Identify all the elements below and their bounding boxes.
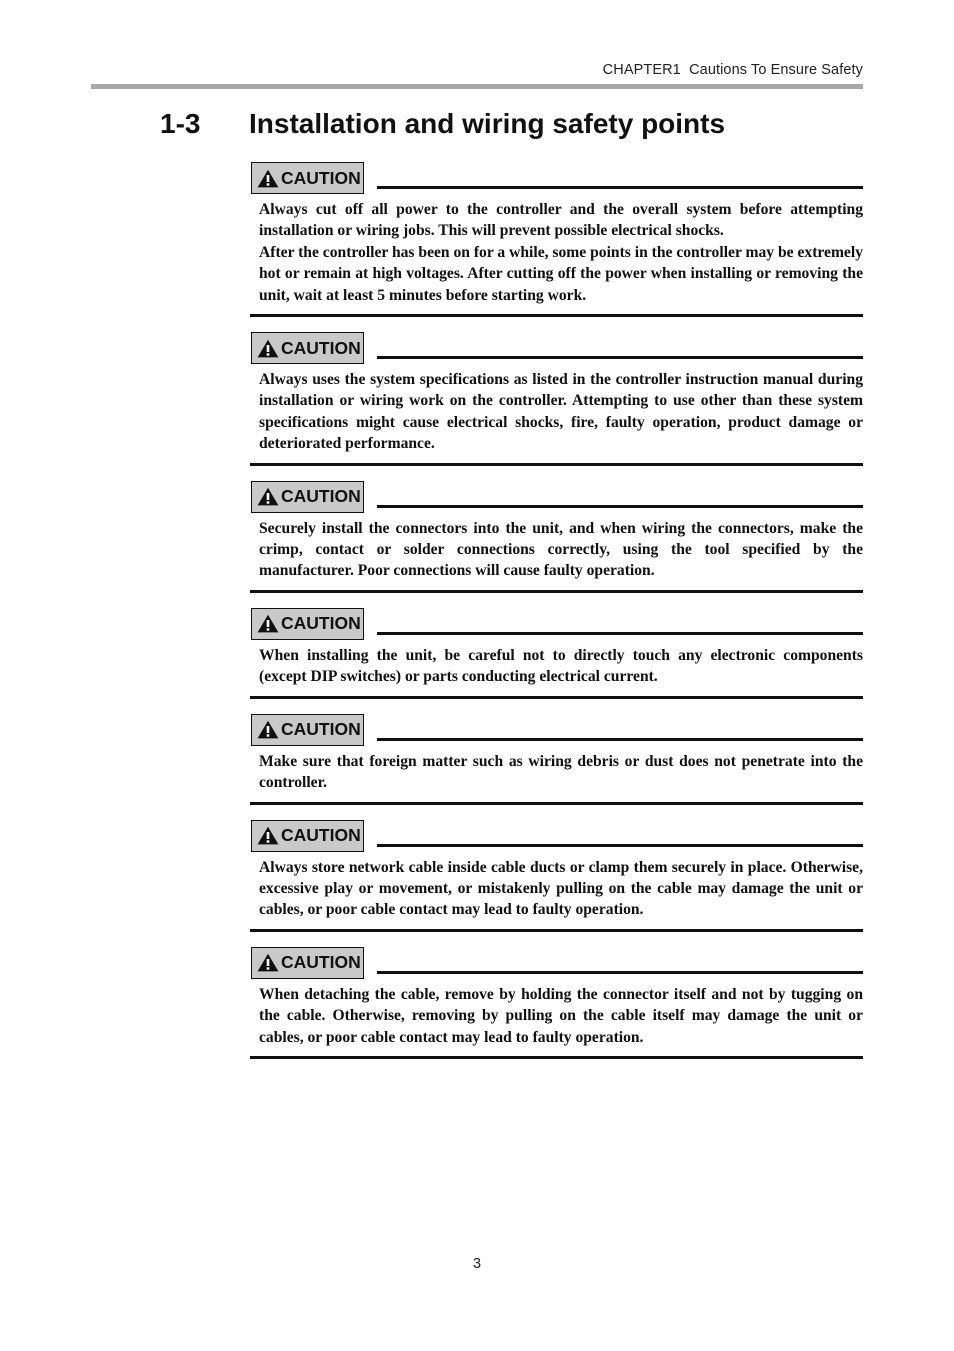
- caution-label-box: [251, 162, 364, 194]
- caution-header-rule: [377, 186, 863, 189]
- caution-paragraph: When installing the unit, be careful not to directly touch any electronic components (except DIP switches) or parts conducting electrical current.: [259, 646, 863, 686]
- page-number: 3: [472, 1256, 482, 1272]
- caution-paragraph: Securely install the connectors into the unit, and when wiring the connectors, make the crimp, contact or solder connections correctly, using the tool specified by the manufacturer. Poor connections will cause faulty operation.: [259, 519, 863, 580]
- caution-text: [250, 365, 863, 463]
- caution-header: [250, 481, 863, 514]
- warning-triangle-icon: [257, 720, 279, 739]
- caution-header: [250, 820, 863, 853]
- caution-text: [250, 641, 863, 696]
- caution-text: [250, 195, 863, 314]
- caution-label-text: CAUTION: [281, 486, 361, 507]
- caution-block-2: [250, 332, 863, 466]
- caution-header: [250, 608, 863, 641]
- caution-label-box: [251, 714, 364, 746]
- caution-header-rule: [377, 505, 863, 508]
- caution-header: [250, 332, 863, 365]
- caution-label-text: CAUTION: [281, 167, 361, 188]
- section-heading: [160, 108, 725, 140]
- caution-block-5: [250, 714, 863, 805]
- caution-label-text: CAUTION: [281, 719, 361, 740]
- warning-triangle-icon: [257, 487, 279, 506]
- caution-label-box: [251, 481, 364, 513]
- running-header: CHAPTER1 Cautions To Ensure Safety: [602, 62, 863, 78]
- caution-header-rule: [377, 632, 863, 635]
- caution-paragraph: After the controller has been on for a while, some points in the controller may be extremely hot or remain at high voltages. After cutting off the power when installing or removing the unit, wait at least 5 minutes before starting work.: [259, 243, 863, 304]
- caution-text: [250, 747, 863, 802]
- caution-list: [250, 162, 863, 1074]
- caution-header-rule: [377, 844, 863, 847]
- caution-label-text: CAUTION: [281, 825, 361, 845]
- caution-block-3: [250, 481, 863, 593]
- section-number: 1-3: [160, 108, 201, 139]
- caution-label-box: [251, 820, 364, 852]
- section-title: Installation and wiring safety points: [249, 108, 726, 139]
- caution-block-1: [250, 162, 863, 317]
- caution-label-text: CAUTION: [281, 337, 361, 358]
- caution-label-box: [251, 947, 364, 979]
- warning-triangle-icon: [257, 339, 279, 358]
- caution-block-6: [250, 820, 863, 932]
- caution-paragraph: Always store network cable inside cable ducts or clamp them securely in place. Otherwise, excessive play or movement, or mistakenly pulling on the cable may damage the unit or cables, or poor cable contact may lead to faulty operation.: [259, 858, 863, 919]
- caution-header: [250, 714, 863, 747]
- caution-paragraph: Always uses the system specifications as listed in the controller instruction manual during installation or wiring work on the controller. Attempting to use other than these system specifications might cause electrical shocks, fire, faulty operation, product damage or deteriorated performance.: [259, 371, 863, 453]
- caution-block-4: [250, 608, 863, 699]
- caution-label-box: [251, 608, 364, 640]
- caution-header-rule: [377, 356, 863, 359]
- caution-header-rule: [377, 971, 863, 974]
- caution-text: [250, 980, 863, 1056]
- caution-header-rule: [377, 738, 863, 741]
- warning-triangle-icon: [257, 826, 279, 845]
- caution-label-text: CAUTION: [281, 952, 361, 973]
- caution-label-box: [251, 332, 364, 364]
- caution-paragraph: Always cut off all power to the controller and the overall system before attempting installation or wiring jobs. This will prevent possible electrical shocks.: [259, 201, 863, 240]
- header-rule: [91, 84, 863, 89]
- caution-text: [250, 514, 863, 590]
- warning-triangle-icon: [257, 953, 279, 972]
- caution-text: [250, 853, 863, 929]
- warning-triangle-icon: [257, 169, 279, 188]
- caution-paragraph: When detaching the cable, remove by holding the connector itself and not by tugging on the cable. Otherwise, removing by pulling on the cable itself may damage the unit or cables, or poor cable contact may lead to faulty operation.: [259, 985, 863, 1046]
- warning-triangle-icon: [257, 614, 279, 633]
- caution-label-text: CAUTION: [281, 613, 361, 634]
- caution-block-7: [250, 947, 863, 1059]
- caution-header: [250, 162, 863, 195]
- caution-paragraph: Make sure that foreign matter such as wiring debris or dust does not penetrate into the controller.: [259, 752, 863, 792]
- caution-header: [250, 947, 863, 980]
